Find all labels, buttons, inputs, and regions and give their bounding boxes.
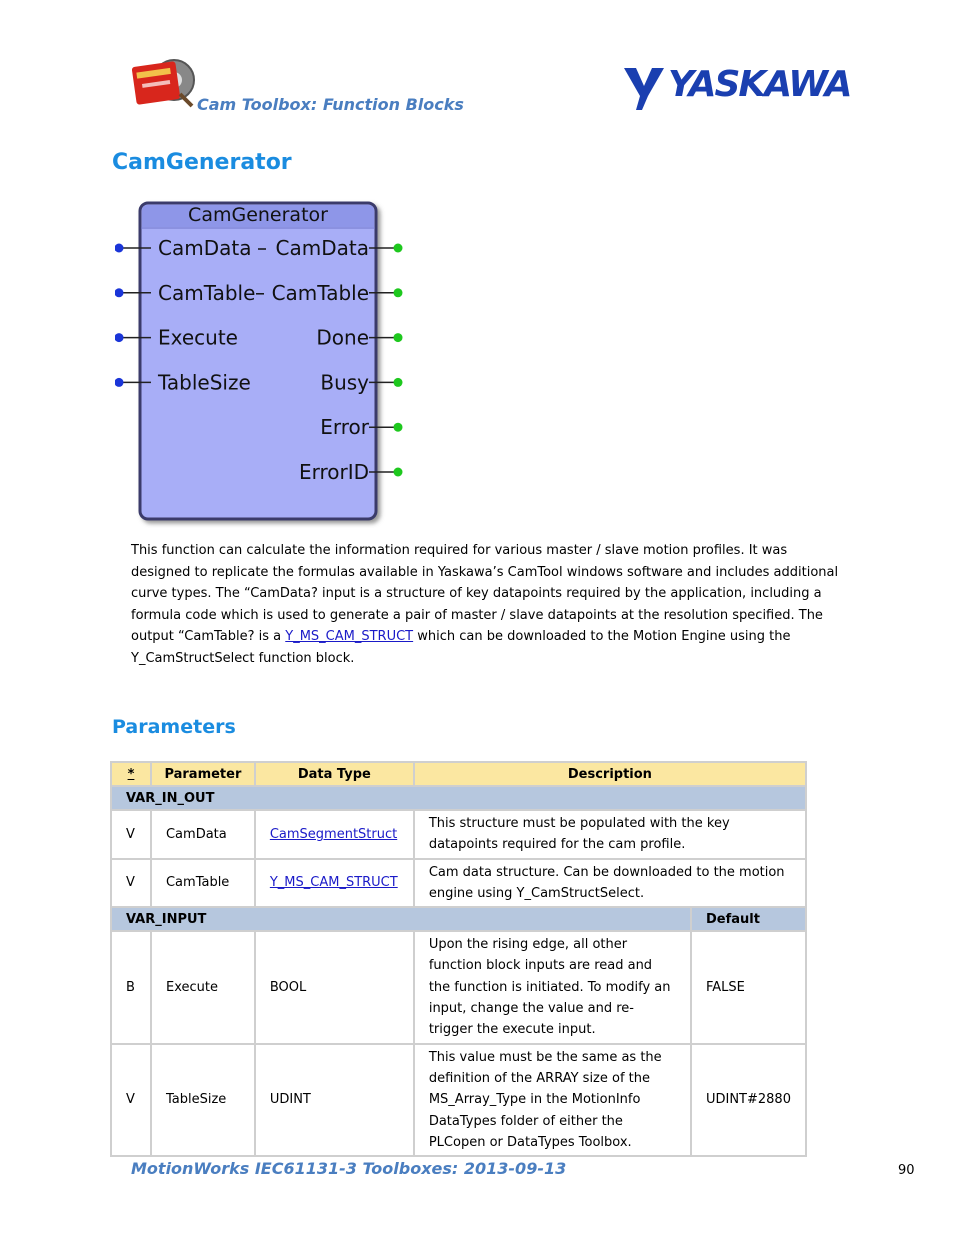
parameters-table xyxy=(110,761,807,1157)
output-pin-dot xyxy=(394,468,403,477)
row-data-type: BOOL xyxy=(255,931,414,1043)
row-data-type xyxy=(255,859,414,908)
output-pin-error xyxy=(320,415,402,439)
input-pin-camdata xyxy=(115,236,251,260)
function-description xyxy=(131,540,843,669)
row-parameter: Execute xyxy=(151,931,255,1043)
output-pin-errorid xyxy=(299,460,403,484)
row-data-type xyxy=(255,810,414,859)
output-pin-label: Done xyxy=(316,325,369,350)
table-row xyxy=(111,810,806,859)
input-pin-label: CamTable xyxy=(158,280,256,305)
page-title: CamGenerator xyxy=(112,150,292,175)
row-default: UDINT#2880 xyxy=(691,1044,806,1156)
input-pin-execute xyxy=(115,326,238,350)
header-description: Description xyxy=(414,762,806,786)
header-subtitle: Cam Toolbox: Function Blocks xyxy=(197,95,464,114)
section-var-in-out xyxy=(111,786,806,810)
output-pin-done xyxy=(316,326,402,350)
row-flag: V xyxy=(111,1044,151,1156)
header-star: * xyxy=(111,762,151,786)
description-text-2: which can be downloaded to the Motion Engine using the Y_CamStructSelect function block. xyxy=(131,629,791,666)
output-pin-dot xyxy=(394,333,403,342)
output-pin-camdata xyxy=(276,236,403,260)
input-pin-tablesize xyxy=(115,370,251,394)
row-description: This value must be the same as the definition of the ARRAY size of the MS_Array_Type in the MotionInfo DataTypes folder of either the PLCopen or DataTypes Toolbox. xyxy=(414,1044,691,1156)
output-pin-label: Error xyxy=(320,415,369,440)
output-pin-label: CamData xyxy=(275,236,369,260)
input-pin-dot xyxy=(115,378,124,387)
output-pin-busy xyxy=(320,370,402,394)
block-title: CamGenerator xyxy=(188,204,328,226)
output-pin-dot xyxy=(394,423,403,432)
description-text-1: This function can calculate the information required for various master / slave motion profiles. It was designed to replicate the formulas available in Yaskawa’s CamTool windows software and includes additional curve types. The “CamData? input is a structure of key datapoints required by the application, including a formula code which is used to generate a pair of master / slave datapoints at the resolution specified. The output “CamTable? is a xyxy=(131,543,839,644)
row-parameter: CamData xyxy=(151,810,255,859)
table-row xyxy=(111,1044,806,1156)
input-pin-dot xyxy=(115,333,124,342)
row-default: FALSE xyxy=(691,931,806,1043)
parameters-heading: Parameters xyxy=(112,716,236,738)
input-pin-dot xyxy=(115,288,124,297)
row-description: Upon the rising edge, all other function block inputs are read and the function is initiated. To modify an input, change the value and re-trigger the execute input. xyxy=(414,931,691,1043)
output-pin-label: CamTable xyxy=(271,280,369,305)
camsegmentstruct-link[interactable]: CamSegmentStruct xyxy=(269,826,398,842)
y-ms-cam-struct-type-link[interactable]: Y_MS_CAM_STRUCT xyxy=(269,875,398,891)
row-flag: V xyxy=(111,810,151,859)
row-flag: V xyxy=(111,859,151,908)
y-ms-cam-struct-link[interactable]: Y_MS_CAM_STRUCT xyxy=(285,629,414,644)
row-description: This structure must be populated with the key datapoints required for the cam profile. xyxy=(414,810,806,859)
output-pin-camtable xyxy=(272,281,403,305)
row-data-type: UDINT xyxy=(255,1044,414,1156)
table-row xyxy=(111,931,806,1043)
section-label: VAR_INPUT xyxy=(111,907,691,931)
output-pin-dot xyxy=(394,288,403,297)
row-description: Cam data structure. Can be downloaded to the motion engine using Y_CamStructSelect. xyxy=(414,859,806,908)
page-number: 90 xyxy=(898,1163,915,1178)
row-parameter: CamTable xyxy=(151,859,255,908)
cam-toolbox-logo xyxy=(128,56,198,110)
section-label: VAR_IN_OUT xyxy=(111,786,806,810)
header-default: Default xyxy=(691,907,806,931)
input-pin-label: TableSize xyxy=(158,370,251,395)
row-flag: B xyxy=(111,931,151,1043)
row-parameter: TableSize xyxy=(151,1044,255,1156)
function-block-diagram xyxy=(115,198,405,528)
input-pin-camtable xyxy=(115,281,255,305)
output-pin-label: Busy xyxy=(320,370,369,395)
output-pin-label: ErrorID xyxy=(298,460,369,484)
input-pin-dot xyxy=(115,244,124,253)
output-pin-dot xyxy=(394,244,403,253)
table-row xyxy=(111,859,806,908)
header-data-type: Data Type xyxy=(255,762,414,786)
footer-title: MotionWorks IEC61131-3 Toolboxes: 2013-09-13 xyxy=(131,1159,567,1178)
input-pin-label: CamData xyxy=(158,236,252,260)
header-parameter: Parameter xyxy=(151,762,255,786)
section-var-input xyxy=(111,907,806,931)
input-pin-label: Execute xyxy=(158,325,238,350)
output-pin-dot xyxy=(394,378,403,387)
table-header-row xyxy=(111,762,806,786)
yaskawa-wordmark: YASKAWA xyxy=(668,64,851,105)
